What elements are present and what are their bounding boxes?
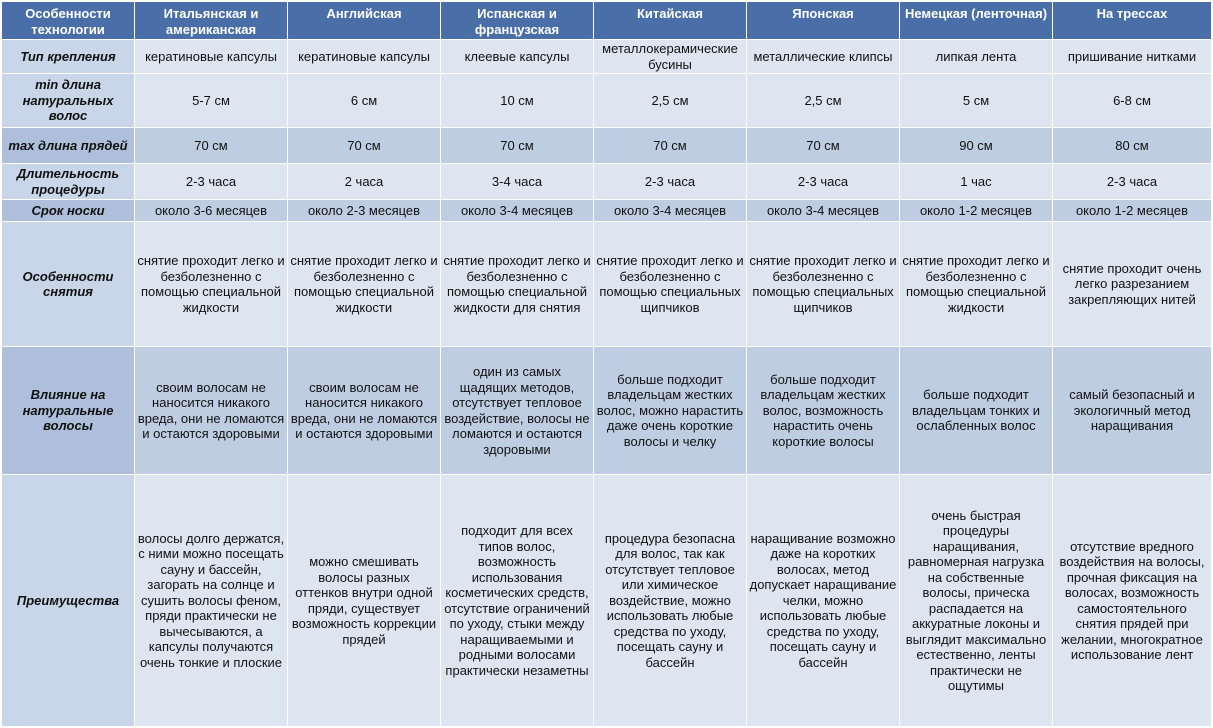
table-cell: снятие проходит легко и безболезненно с помощью специальной жидкости (900, 222, 1053, 347)
table-cell: снятие проходит легко и безболезненно с помощью специальной жидкости для снятия (441, 222, 594, 347)
table-cell: больше подходит владельцам тонких и ослабленных волос (900, 347, 1053, 475)
table-cell: 70 см (135, 128, 288, 164)
table-cell: 5-7 см (135, 74, 288, 128)
table-cell: 5 см (900, 74, 1053, 128)
row-label: Особенности снятия (2, 222, 135, 347)
table-cell: 2,5 см (594, 74, 747, 128)
table-cell: наращивание возможно даже на коротких волосах, метод допускает наращивание челки, можно использовать любые средства по уходу, посещать сауну и бассейн (747, 475, 900, 727)
table-cell: волосы долго держатся, с ними можно посещать сауну и бассейн, загорать на солнце и сушить волосы феном, пряди практически не вычесываются, а капсулы получаются очень тонкие и плоские (135, 475, 288, 727)
table-cell: металлические клипсы (747, 40, 900, 74)
table-cell: 10 см (441, 74, 594, 128)
table-cell: процедура безопасна для волос, так как отсутствует тепловое или химическое воздействие, можно использовать любые средства по уходу, посещать сауну и бассейн (594, 475, 747, 727)
table-cell: 2-3 часа (1053, 164, 1212, 200)
header-row (2, 2, 1212, 40)
table-cell: самый безопасный и экологичный метод наращивания (1053, 347, 1212, 475)
table-cell: клеевые капсулы (441, 40, 594, 74)
table-row-wear-period (2, 200, 1212, 222)
table-cell: около 3-4 месяцев (747, 200, 900, 222)
table-cell: около 3-4 месяцев (594, 200, 747, 222)
row-label: Влияние на натуральные волосы (2, 347, 135, 475)
header-cell-italian-american: Итальянская и американская (135, 2, 288, 40)
table-cell: 80 см (1053, 128, 1212, 164)
table-cell: 1 час (900, 164, 1053, 200)
table-cell: 2 часа (288, 164, 441, 200)
table-row-attachment-type (2, 40, 1212, 74)
table-cell: металлокерамические бусины (594, 40, 747, 74)
table-cell: 3-4 часа (441, 164, 594, 200)
table-cell: 2,5 см (747, 74, 900, 128)
table-row-min-natural-length (2, 74, 1212, 128)
table-cell: подходит для всех типов волос, возможность использования косметических средств, отсутствие ограничений по уходу, стыки между наращиваемыми и родными волосами практически незаметны (441, 475, 594, 727)
table-cell: липкая лента (900, 40, 1053, 74)
table-cell: 70 см (288, 128, 441, 164)
table-cell: 2-3 часа (594, 164, 747, 200)
table-cell: снятие проходит легко и безболезненно с помощью специальной жидкости (288, 222, 441, 347)
table-cell: 90 см (900, 128, 1053, 164)
table-row-procedure-duration (2, 164, 1212, 200)
header-cell-technology: Особенности технологии (2, 2, 135, 40)
table-cell: 6-8 см (1053, 74, 1212, 128)
table-cell: 70 см (441, 128, 594, 164)
header-cell-german-tape: Немецкая (ленточная) (900, 2, 1053, 40)
table-cell: снятие проходит легко и безболезненно с помощью специальной жидкости (135, 222, 288, 347)
header-cell-tresses: На трессах (1053, 2, 1212, 40)
row-label: max длина прядей (2, 128, 135, 164)
table-cell: больше подходит владельцам жестких волос, возможность нарастить очень короткие волосы (747, 347, 900, 475)
table-cell: пришивание нитками (1053, 40, 1212, 74)
header-cell-japanese: Японская (747, 2, 900, 40)
table-cell: 70 см (747, 128, 900, 164)
table-cell: около 1-2 месяцев (1053, 200, 1212, 222)
row-label: Тип крепления (2, 40, 135, 74)
row-label: Длительность процедуры (2, 164, 135, 200)
table-cell: своим волосам не наносится никакого вреда, они не ломаются и остаются здоровыми (288, 347, 441, 475)
table-row-removal-features (2, 222, 1212, 347)
table-cell: 2-3 часа (747, 164, 900, 200)
table-cell: около 1-2 месяцев (900, 200, 1053, 222)
hair-extension-comparison-table (1, 1, 1212, 727)
table-cell: своим волосам не наносится никакого вреда, они не ломаются и остаются здоровыми (135, 347, 288, 475)
table-row-max-strand-length (2, 128, 1212, 164)
table-cell: 6 см (288, 74, 441, 128)
table-cell: снятие проходит легко и безболезненно с помощью специальных щипчиков (594, 222, 747, 347)
header-cell-chinese: Китайская (594, 2, 747, 40)
table-cell: очень быстрая процедуры наращивания, равномерная нагрузка на собственные волосы, прическа распадается на аккуратные локоны и выглядит максимально естественно, ленты практически не ощутимы (900, 475, 1053, 727)
row-label: Преимущества (2, 475, 135, 727)
header-cell-english: Английская (288, 2, 441, 40)
table-cell: отсутствие вредного воздействия на волосы, прочная фиксация на волосах, возможность самостоятельного снятия прядей при желании, многократное использование лент (1053, 475, 1212, 727)
table-row-effect-on-hair (2, 347, 1212, 475)
table-row-advantages (2, 475, 1212, 727)
table-cell: снятие проходит легко и безболезненно с помощью специальных щипчиков (747, 222, 900, 347)
table-cell: кератиновые капсулы (288, 40, 441, 74)
table-cell: один из самых щадящих методов, отсутствует тепловое воздействие, волосы не ломаются и остаются здоровыми (441, 347, 594, 475)
table-cell: около 3-4 месяцев (441, 200, 594, 222)
table-cell: 70 см (594, 128, 747, 164)
table-cell: больше подходит владельцам жестких волос, можно нарастить даже очень короткие волосы и челку (594, 347, 747, 475)
table-cell: 2-3 часа (135, 164, 288, 200)
table-cell: около 3-6 месяцев (135, 200, 288, 222)
table-cell: можно смешивать волосы разных оттенков внутри одной пряди, существует возможность коррекции прядей (288, 475, 441, 727)
table-cell: снятие проходит очень легко разрезанием закрепляющих нитей (1053, 222, 1212, 347)
table-cell: кератиновые капсулы (135, 40, 288, 74)
row-label: min длина натуральных волос (2, 74, 135, 128)
header-cell-spanish-french: Испанская и французская (441, 2, 594, 40)
table-cell: около 2-3 месяцев (288, 200, 441, 222)
row-label: Срок носки (2, 200, 135, 222)
